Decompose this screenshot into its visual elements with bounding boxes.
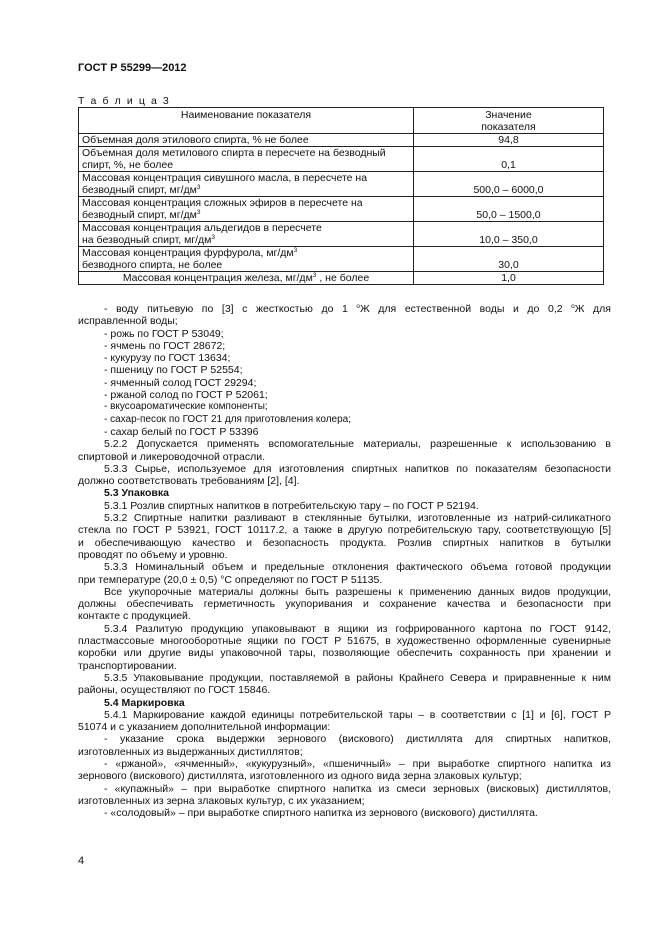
specification-table (78, 107, 604, 285)
row-value: 10,0 – 350,0 (414, 222, 604, 247)
list-item: - «ржаной», «ячменный», «кукурузный», «пшеничный» – при выработке спиртного напитка из (104, 757, 611, 770)
list-item: - указание срока выдержки зернового (вискового) дистиллята для спиртных напитков, (104, 733, 611, 746)
paragraph: 5.3.3 Сырье, используемое для изготовления спиртных напитков по показателям безопасности (104, 462, 611, 475)
paragraph: должно соответствовать требованиям [2], [4]. (78, 475, 300, 488)
paragraph: 5.3.1 Розлив спиртных напитков в потребительскую тару – по ГОСТ Р 52194. (104, 499, 479, 512)
paragraph: 5.4.1 Маркирование каждой единицы потребительской тары – в соответствии с [1] и [6], ГОСТ Р (104, 708, 611, 721)
body-text (78, 303, 611, 819)
list-item: - пшеницу по ГОСТ Р 52554; (104, 364, 243, 377)
list-item: - вкусоароматические компоненты; (104, 401, 268, 413)
paragraph: проводят по объему и уровню. (78, 548, 228, 561)
page-number: 4 (78, 855, 85, 867)
paragraph: коробки или другие виды упаковочной тары, позволяющие обеспечить сохранность при хранении и (78, 647, 611, 660)
paragraph: 5.3.5 Упаковывание продукции, поставляемой в районы Крайнего Севера и приравненные к ним (104, 671, 611, 684)
list-item: - сахар-песок по ГОСТ 21 для приготовления колера; (104, 413, 352, 425)
table-row (79, 134, 604, 147)
row-name: Массовая концентрация альдегидов в пересчете на безводный спирт, $мг/дм^3$ (79, 222, 414, 247)
table-caption: Т а б л и ц а 3 (78, 95, 171, 107)
table-row (79, 197, 604, 222)
row-value: 1,0 (414, 272, 604, 285)
list-item: - рожь по ГОСТ Р 53049; (104, 327, 224, 340)
table-row (79, 172, 604, 197)
row-value: 500,0 – 6000,0 (414, 172, 604, 197)
paragraph: 5.2.2 Допускается применять вспомогательные материалы, разрешенные к использованию в (104, 438, 611, 451)
row-value: 30,0 (414, 247, 604, 272)
paragraph: 5.3.4 Разлитую продукцию упаковывают в ящики из гофрированного картона по ГОСТ 9142, (104, 622, 611, 635)
list-item: - «солодовый» – при выработке спиртного напитка из зернового (вискового) дистиллята. (104, 807, 538, 820)
paragraph: и обеспечивающую качество и безопасность продукта. Розлив спиртных напитков в бутылки (78, 536, 611, 549)
list-item: - ячменный солод ГОСТ 29294; (104, 376, 257, 389)
list-item: - ячмень по ГОСТ 28672; (104, 339, 226, 352)
paragraph: исправленной воды; (78, 315, 178, 328)
column-header-value: Значение показателя (414, 108, 604, 134)
table-row (79, 147, 604, 172)
paragraph: контакте с продукцией. (78, 610, 191, 623)
list-item: зернового (вискового) дистиллята, изготовленного из одного вида зерна злаковых культур; (78, 770, 522, 783)
paragraph: районы, осуществляют по ГОСТ 15846. (78, 684, 271, 697)
section-heading: 5.4 Маркировка (104, 696, 185, 709)
paragraph: при температуре (20,0 ± 0,5) °С определяют по ГОСТ Р 51135. (78, 573, 383, 586)
list-item: изготовленных из выдержанных дистиллятов; (78, 745, 303, 758)
column-header-name: Наименование показателя (79, 108, 414, 134)
row-name: Объемная доля этилового спирта, % не более (79, 134, 414, 147)
list-item: - сахар белый по ГОСТ Р 53396 (104, 425, 259, 438)
table-row (79, 247, 604, 272)
list-item: изготовленных из зерна злаковых культур, с их указанием; (78, 794, 365, 807)
paragraph: транспортировании. (78, 659, 177, 672)
table-header-row (79, 108, 604, 134)
row-name: Объемная доля метилового спирта в пересчете на безводный спирт, %, не более (79, 147, 414, 172)
row-value: 94,8 (414, 134, 604, 147)
list-item: - ржаной солод по ГОСТ Р 52061; (104, 389, 268, 402)
paragraph: пластмассовые многооборотные ящики по ГОСТ Р 51675, в художественно оформленные сувенирные (78, 635, 611, 648)
paragraph: 5.3.2 Спиртные напитки разливают в стеклянные бутылки, изготовленные из натрий-силикатного (104, 512, 611, 525)
section-heading: 5.3 Упаковка (104, 487, 169, 500)
row-name: Массовая концентрация сивушного масла, в пересчете на безводный спирт, $мг/дм^3$ (79, 172, 414, 197)
paragraph: Все укупорочные материалы должны быть разрешены к применению данных видов продукции, (104, 585, 611, 598)
paragraph: стекла по ГОСТ Р 53921, ГОСТ 10117.2, а также в другую потребительскую тару, соответствующую [5] (78, 524, 611, 537)
paragraph: 5.3.3 Номинальный объем и предельные отклонения фактического объема готовой продукции (104, 561, 611, 574)
table-row (79, 272, 604, 285)
row-value: 50,0 – 1500,0 (414, 197, 604, 222)
row-name: Массовая концентрация фурфурола, $мг/дм^3$ безводного спирта, не более (79, 247, 414, 272)
paragraph: - воду питьевую по [3] с жесткостью до 1 $^о$Ж для естественной воды и до 0,2 $^о$Ж для (104, 303, 611, 315)
paragraph: спиртовой и ликероводочной отрасли. (78, 450, 265, 463)
row-name: Массовая концентрация сложных эфиров в пересчете на безводный спирт, $мг/дм^3$ (79, 197, 414, 222)
row-name: Массовая концентрация железа, $мг/дм^3$ , не более (79, 272, 414, 285)
table-row (79, 222, 604, 247)
row-value: 0,1 (414, 147, 604, 172)
list-item: - «купажный» – при выработке спиртного напитка из смеси зерновых (висковых) дистиллятов, (104, 782, 611, 795)
list-item: - кукурузу по ГОСТ 13634; (104, 352, 231, 365)
standard-code: ГОСТ Р 55299—2012 (78, 62, 187, 74)
paragraph: должны обеспечивать герметичность укупоривания и сохранение качества и безопасности при (78, 598, 611, 611)
paragraph: 51074 и с указанием дополнительной информации: (78, 721, 331, 734)
